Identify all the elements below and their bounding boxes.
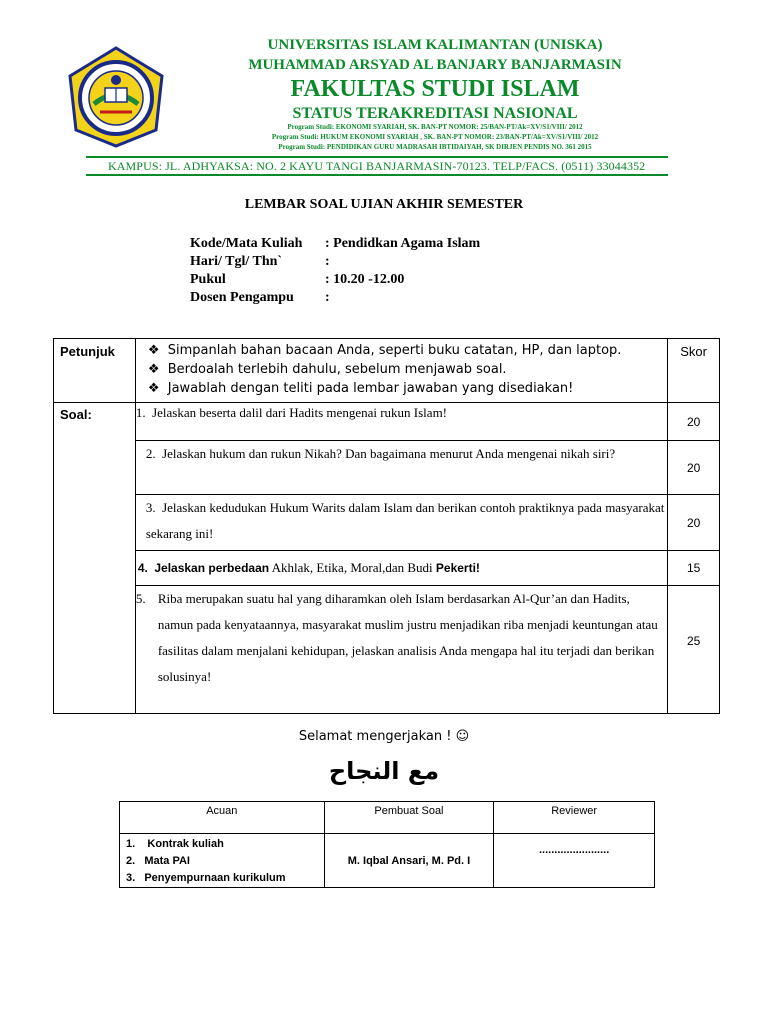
question-row [54, 586, 720, 714]
foundation-name: MUHAMMAD ARSYAD AL BANJARY BANJARMASIN [248, 57, 622, 73]
meta-label: Pukul [190, 272, 226, 287]
meta-value: : [325, 254, 330, 269]
campus-address: KAMPUS: JL. ADHYAKSA: NO. 2 KAYU TANGI BANJARMASIN-70123. TELP/FACS. (0511) 33044352 [108, 159, 646, 173]
university-name: UNIVERSITAS ISLAM KALIMANTAN (UNISKA) [267, 37, 603, 53]
reference-body-row [120, 834, 655, 888]
instruction-item: ❖ Simpanlah bahan bacaan Anda, seperti buku catatan, HP, dan laptop. [147, 343, 622, 358]
meta-value: : Pendidkan Agama Islam [325, 236, 481, 251]
program-line: Program Studi: PENDIDIKAN GURU MADRASAH IBTIDAIYAH, SK DIRJEN PENDIS NO. 361 2015 [278, 143, 592, 151]
program-line: Program Studi: HUKUM EKONOMI SYARIAH , SK. BAN-PT NOMOR: 23/BAN-PT/Ak=XV/S1/VIII/ 2012 [271, 133, 599, 141]
question-score: 20 [668, 403, 720, 441]
question-score: 20 [668, 495, 720, 551]
list-item: 2. Mata PAI [126, 855, 190, 867]
closing-note: Selamat mengerjakan ! ☺ [298, 729, 470, 744]
diamond-bullet-icon: ❖ [147, 362, 160, 377]
reviewer-signature: ....................... [494, 834, 655, 888]
reference-table [119, 801, 655, 888]
question-row [54, 403, 720, 441]
meta-label: Kode/Mata Kuliah [190, 236, 303, 251]
question-row [54, 495, 720, 551]
question-text: 5. Riba merupakan suatu hal yang diharamkan oleh Islam berdasarkan Al-Qur’an dan Hadits, namun pada kenyataannya, masyarakat muslim justru menjadikan riba menjadi keuntungan atau fasilitas dalam menjalani kehidupan, jelaskan analisis Anda mengapa hal itu terjadi dan berikan solusinya! [135, 586, 667, 714]
question-score: 25 [668, 586, 720, 714]
reference-header-row [120, 802, 655, 834]
header-divider [86, 156, 668, 158]
instructions-row [54, 339, 720, 403]
question-text: 2. Jelaskan hukum dan rukun Nikah? Dan bagaimana menurut Anda mengenai nikah siri? [135, 441, 667, 495]
meta-value: : 10.20 -12.00 [325, 272, 405, 287]
meta-label: Dosen Pengampu [190, 290, 294, 305]
instruction-item: ❖ Berdoalah terlebih dahulu, sebelum menjawab soal. [147, 362, 507, 377]
list-item: 1. Kontrak kuliah [126, 838, 224, 850]
reference-header: Pembuat Soal [324, 802, 494, 834]
question-table [53, 338, 720, 714]
arabic-greeting: مع النجاح [328, 757, 440, 785]
score-header: Skor [668, 339, 720, 403]
reference-header: Acuan [120, 802, 325, 834]
instruction-item: ❖ Jawablah dengan teliti pada lembar jawaban yang disediakan! [147, 381, 574, 396]
question-maker: M. Iqbal Ansari, M. Pd. I [324, 834, 494, 888]
meta-label: Hari/ Tgl/ Thn` [190, 254, 283, 269]
exam-title: LEMBAR SOAL UJIAN AKHIR SEMESTER [244, 197, 524, 212]
question-text: 3. Jelaskan kedudukan Hukum Warits dalam Islam dan berikan contoh praktiknya pada masyarakat sekarang ini! [135, 495, 667, 551]
reference-header: Reviewer [494, 802, 655, 834]
meta-value: : [325, 290, 330, 305]
instructions-label: Petunjuk [54, 339, 136, 403]
questions-label: Soal: [54, 403, 136, 714]
diamond-bullet-icon: ❖ [147, 381, 160, 396]
question-text: 4. Jelaskan perbedaan Akhlak, Etika, Moral,dan Budi Pekerti! [135, 551, 667, 586]
diamond-bullet-icon: ❖ [147, 343, 160, 358]
reference-list [120, 834, 325, 888]
instructions-list [135, 339, 667, 403]
accreditation-status: STATUS TERAKREDITASI NASIONAL [292, 105, 578, 122]
question-text: 1. Jelaskan beserta dalil dari Hadits mengenai rukun Islam! [135, 403, 667, 441]
header-divider [86, 174, 668, 176]
program-line: Program Studi: EKONOMI SYARIAH, SK. BAN-PT NOMOR: 25/BAN-PT/Ak=XV/S1/VIII/ 2012 [287, 123, 583, 131]
question-score: 20 [668, 441, 720, 495]
question-row [54, 551, 720, 586]
question-row [54, 441, 720, 495]
faculty-name: FAKULTAS STUDI ISLAM [290, 76, 580, 102]
question-score: 15 [668, 551, 720, 586]
list-item: 3. Penyempurnaan kurikulum [126, 872, 286, 884]
